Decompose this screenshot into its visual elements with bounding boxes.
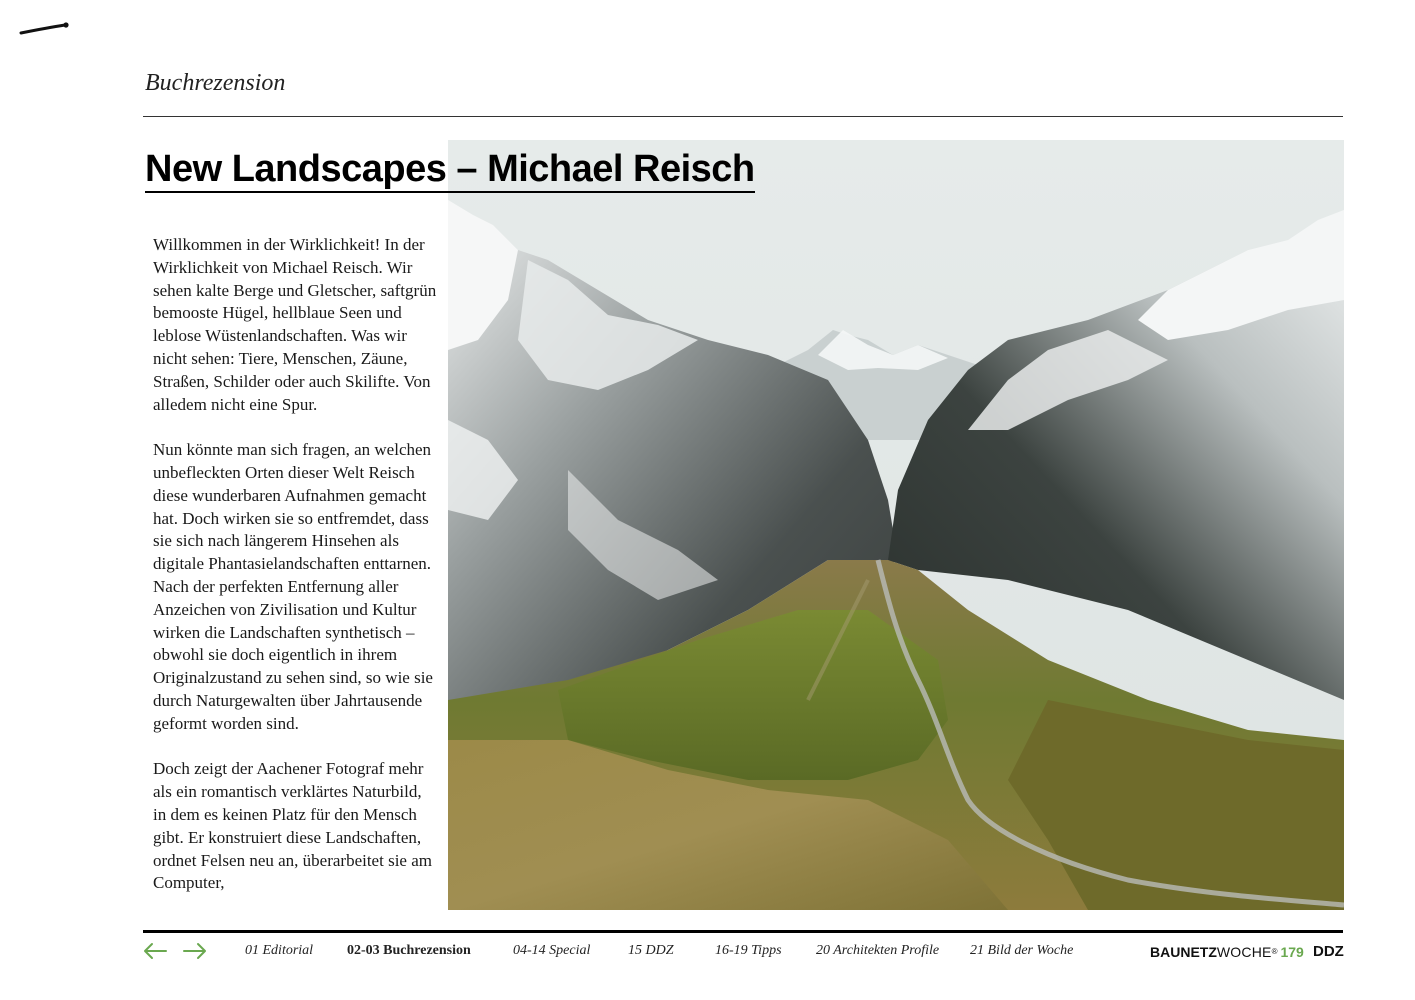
- nav-item-bild-der-woche[interactable]: 21 Bild der Woche: [970, 943, 1074, 958]
- nav-item-ddz[interactable]: 15 DDZ: [628, 943, 674, 958]
- nav-item-special[interactable]: 04-14 Special: [513, 943, 591, 958]
- paragraph: Nun könnte man sich fragen, an welchen unbefleckten Orten dieser Welt Reisch diese wunderbaren Aufnahmen gemacht hat. Doch wirken sie so entfremdet, dass sie sich nach längerem Hinsehen als digitale Phantasielandschaften enttarnen. Nach der perfekten Entfernung aller Anzeichen von Zivilisation und Kultur wirken die Landschaften synthetisch – obwohl sie doch eigentlich in ihrem Originalzustand zu sehen sind, so wie sie durch Naturgewalten über Jahrtausende geformt worden sind.: [153, 440, 433, 733]
- section-label: Buchrezension: [145, 70, 286, 96]
- footer-rule: [143, 930, 1343, 933]
- nav-item-buchrezension[interactable]: 02-03 Buchrezension: [347, 943, 471, 958]
- issue-number: 179: [1280, 944, 1304, 960]
- brand-regular: WOCHE: [1216, 944, 1272, 960]
- arrow-left-icon[interactable]: [142, 941, 168, 961]
- logo-mark: [18, 18, 72, 38]
- paragraph: Doch zeigt der Aachener Fotograf mehr als ein romantisch verklärtes Naturbild, in dem es keinen Platz für den Mensch gibt. Er konstruiert diese Landschaften, ordnet Felsen neu an, überarbeitet sie am Computer,: [153, 759, 432, 893]
- top-rule: [143, 116, 1343, 117]
- nav-item-editorial[interactable]: 01 Editorial: [245, 943, 314, 958]
- brand-mark: ®: [1271, 947, 1278, 956]
- nav-item-tipps[interactable]: 16-19 Tipps: [715, 943, 782, 958]
- nav-item-architekten-profile[interactable]: 20 Architekten Profile: [816, 943, 940, 958]
- article-title: New Landscapes – Michael Reisch: [145, 148, 755, 193]
- landscape-photo: [448, 140, 1344, 910]
- ddz-link[interactable]: DDZ: [1313, 943, 1344, 960]
- landscape-illustration: [448, 140, 1344, 910]
- brand-bold: BAUNETZ: [1150, 944, 1217, 960]
- arrow-right-icon[interactable]: [182, 941, 208, 961]
- brand-logo: [1150, 942, 1304, 962]
- paragraph: Willkommen in der Wirklichkeit! In der Wirklichkeit von Michael Reisch. Wir sehen kalte Berge und Gletscher, saftgrün bemooste Hügel, hellblaue Seen und leblose Wüstenlandschaften. Was wir nicht sehen: Tiere, Menschen, Zäune, Straßen, Schilder oder auch Skilifte. Von alledem nicht eine Spur.: [153, 235, 437, 414]
- article-body: [153, 234, 438, 918]
